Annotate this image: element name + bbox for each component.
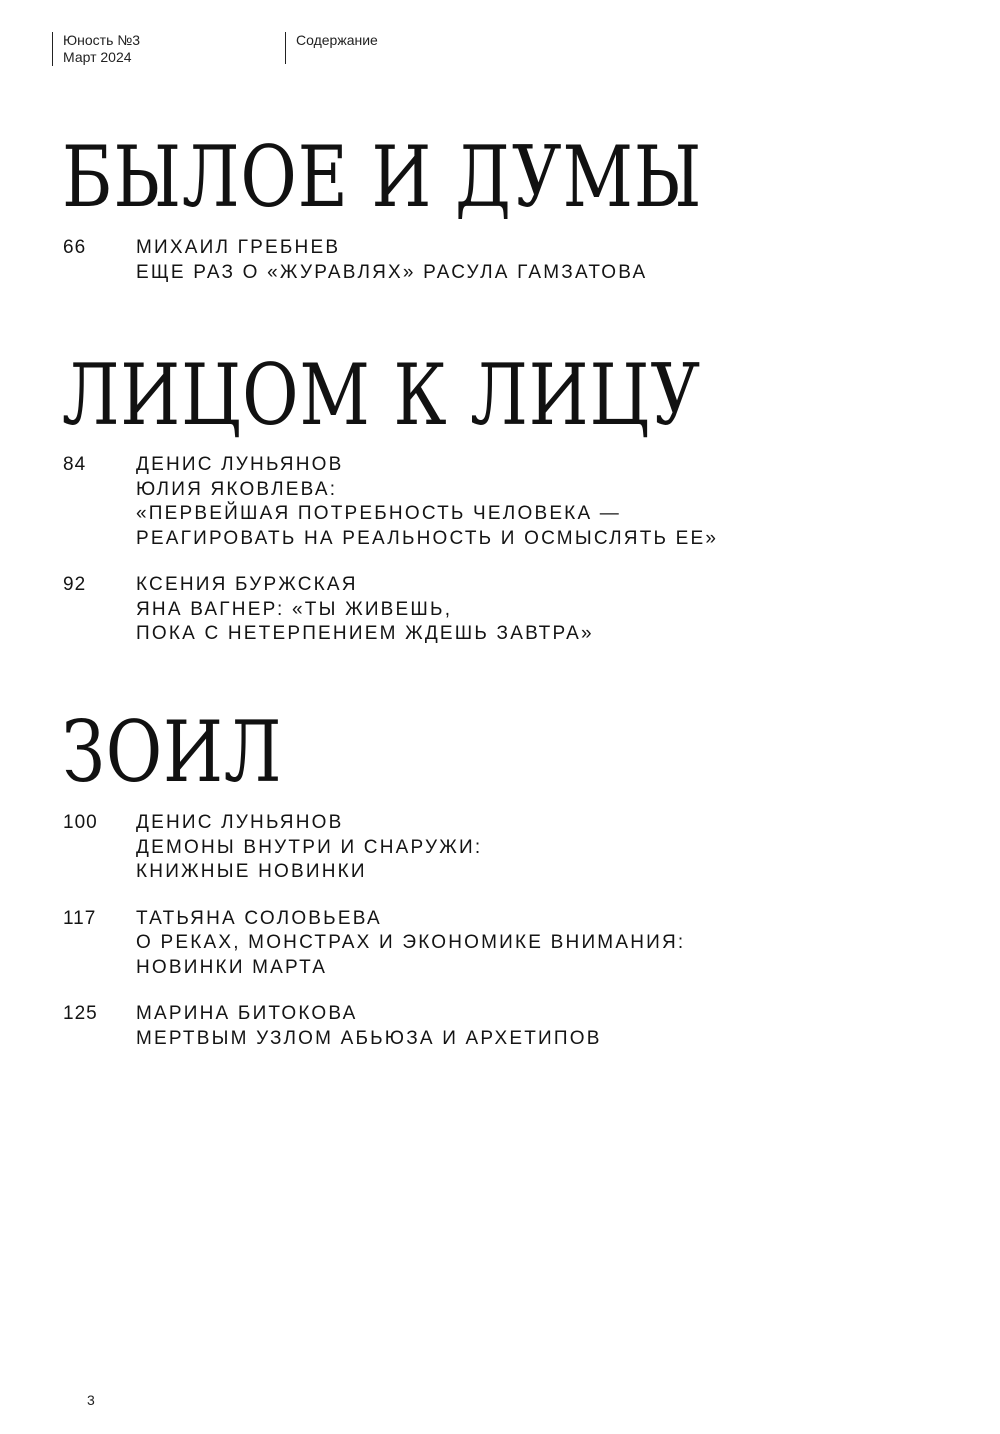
entry-page-number: 117 xyxy=(63,907,97,929)
entry-text xyxy=(136,907,763,981)
entry-title-line: О РЕКАХ, МОНСТРАХ И ЭКОНОМИКЕ ВНИМАНИЯ: xyxy=(136,932,686,953)
entry-author: МИХАИЛ ГРЕБНЕВ xyxy=(136,237,341,258)
entry-title-line: МЕРТВЫМ УЗЛОМ АБЬЮЗА И АРХЕТИПОВ xyxy=(136,1027,602,1049)
issue-title: Юность №3 xyxy=(63,32,141,48)
entry-text xyxy=(136,236,763,285)
toc-entry[interactable] xyxy=(63,453,763,551)
entry-author: МАРИНА БИТОКОВА xyxy=(136,1003,358,1024)
section-label xyxy=(285,32,378,64)
toc-entry[interactable] xyxy=(63,573,763,647)
issue-date: Март 2024 xyxy=(63,49,132,65)
entry-title-line: ЯНА ВАГНЕР: «ТЫ ЖИВЕШЬ, xyxy=(136,598,453,620)
entry-title-line: ЮЛИЯ ЯКОВЛЕВА: xyxy=(136,478,338,500)
entry-author: ТАТЬЯНА СОЛОВЬЕВА xyxy=(136,907,382,929)
section-entries-litsom-k-litsu xyxy=(63,453,763,669)
toc-entry[interactable] xyxy=(63,1002,763,1051)
issue-info xyxy=(52,32,140,66)
section-title-byloe-i-dumy: БЫЛОЕ И ДУМЫ xyxy=(62,128,703,226)
section-title-zoil: ЗОИЛ xyxy=(62,703,283,801)
entry-title-line: НОВИНКИ МАРТА xyxy=(136,956,328,978)
entry-page-number: 92 xyxy=(63,574,87,595)
section-entries-zoil xyxy=(63,811,763,1073)
entry-title-line: ЕЩЕ РАЗ О «ЖУРАВЛЯХ» РАСУЛА ГАМЗАТОВА xyxy=(136,261,648,283)
entry-page-number: 84 xyxy=(63,454,87,475)
entry-text xyxy=(136,1002,763,1051)
toc-entry[interactable] xyxy=(63,236,763,285)
entry-page-number: 100 xyxy=(63,812,98,833)
entry-text xyxy=(136,453,763,551)
page-number: 3 xyxy=(87,1392,95,1408)
entry-title-line: «ПЕРВЕЙШАЯ ПОТРЕБНОСТЬ ЧЕЛОВЕКА — xyxy=(136,503,622,524)
section-title-litsom-k-litsu: ЛИЦОМ К ЛИЦУ xyxy=(62,346,701,444)
entry-text xyxy=(136,811,763,885)
entry-title-line: КНИЖНЫЕ НОВИНКИ xyxy=(136,861,367,882)
entry-title-line: ПОКА С НЕТЕРПЕНИЕМ ЖДЕШЬ ЗАВТРА» xyxy=(136,623,594,644)
entry-page-number: 66 xyxy=(63,237,87,258)
toc-entry[interactable] xyxy=(63,907,763,981)
section-entries-byloe-i-dumy xyxy=(63,236,763,307)
entry-page-number: 125 xyxy=(63,1003,98,1024)
entry-author: КСЕНИЯ БУРЖСКАЯ xyxy=(136,574,358,595)
entry-author: ДЕНИС ЛУНЬЯНОВ xyxy=(136,454,344,475)
section-label-text: Содержание xyxy=(296,32,378,48)
entry-title-line: РЕАГИРОВАТЬ НА РЕАЛЬНОСТЬ И ОСМЫСЛЯТЬ ЕЕ» xyxy=(136,527,719,549)
entry-author: ДЕНИС ЛУНЬЯНОВ xyxy=(136,812,344,833)
entry-text xyxy=(136,573,763,647)
entry-title-line: ДЕМОНЫ ВНУТРИ И СНАРУЖИ: xyxy=(136,836,483,858)
toc-entry[interactable] xyxy=(63,811,763,885)
